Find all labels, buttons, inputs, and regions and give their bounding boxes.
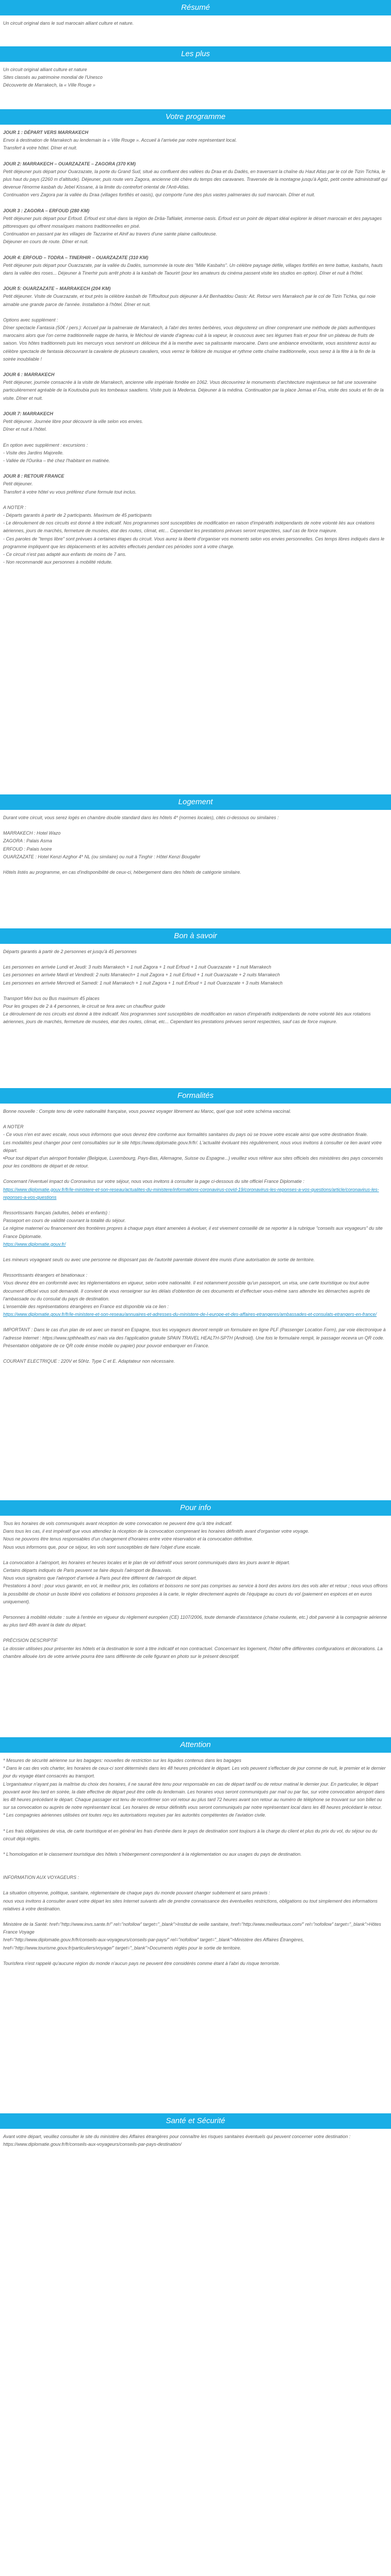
section-title: Pour info [0, 1500, 391, 1516]
section-body [0, 944, 391, 1088]
section-title: Les plus [0, 46, 391, 62]
blank-line [3, 1952, 388, 1960]
text-line: * Dans le cas des vols charter, les horaires de ceux-ci sont déterminés dans les 48 heures précédant le départ. Les vols peuvent s'effectuer de jour comme de nuit, le premier et le dernier jour du voyage étant consacrés au transport. [3, 1766, 386, 1779]
text-line: IMPORTANT : Dans le cas d'un plan de vol avec un transit en Espagne, tous les voyageurs devront remplir un formulaire en ligne PLF (Passenger Location Form), par voie électronique à l'adresse Internet : https://www.spthhealth.es/ mais via des l'application gratuite SPAIN TRAVEL HEALTH-SPTH (Android). Une fois le formulaire rempli, le passager recevra un QR code. Présentation obligatoire de ce QR code émise mobile ou papier) pour pouvoir embarquer en France. [3, 1327, 386, 1348]
text-line: Personnes à mobilité réduite : suite à l'entrée en vigueur du règlement européen (CE) 1107/2006, toute demande d'assistance (chaise roulante, etc.) doit parvenir à la compagnie aérienne au plus tard 48h avant la date du départ. [3, 1615, 387, 1628]
text-line: - Ce vous n'en est avec escale, nous vous informons que vous devrez être conforme aux formalités sanitaires du pays où se trouve votre escale ainsi que votre destination finale. [3, 1132, 368, 1138]
section-title: Santé et Sécurité [0, 2113, 391, 2129]
text-line: JOUR 8 : RETOUR FRANCE [3, 473, 64, 479]
blank-line [3, 1629, 388, 1637]
blank-line [3, 956, 388, 963]
text-line: Passeport en cours de validité couvrant la totalité du séjour. [3, 1218, 126, 1224]
blank-line [3, 861, 388, 869]
text-line: INFORMATION AUX VOYAGEURS : [3, 1875, 79, 1880]
text-line: Tous les horaires de vols communiqués avant réception de votre convocation ne peuvent être qu'à titre indicatif. [3, 1521, 233, 1526]
text-line: Avant votre départ, veuillez consulter le site du ministère des Affaires étrangères pour connaître les risques sanitaires éventuels qui peuvent concerner votre destination : https://www.diplomatie.gouv.fr/fr/conseils-aux-voyageurs/conseils-par-pays-destination/ [3, 2134, 351, 2147]
text-line: Petit déjeuner. Visite de Ouarzazate, et tout près la célèbre kasbah de Tiffoultout puis déjeuner à Ait Benhaddou Oasis: Ait. Retour vers Marrakech par le col de Tizin Tichka, qui noie aimable une grande parce de l'année. Installation à l'hôtel. Dîner et nuit. [3, 294, 376, 307]
text-line: Options avec supplément : [3, 317, 58, 323]
text-line: - Visite des Jardins Majorelle. [3, 450, 64, 455]
section-body [0, 1516, 391, 1737]
text-line: - Non recommandé aux personnes à mobilité réduite. [3, 560, 113, 565]
blank-line [3, 1866, 388, 1874]
blank-line [3, 363, 388, 371]
blank-line [3, 1170, 388, 1178]
external-link[interactable]: https://www.diplomatie.gouv.fr/ [3, 1241, 66, 1247]
section-body [0, 2129, 391, 2168]
text-line: La convocation à l'aéroport, les horaires et heures locales et le plan de vol définitif vous seront communiqués dans les jours avant le départ. [3, 1560, 290, 1565]
text-line: A NOTER : [3, 504, 26, 510]
blank-line [3, 402, 388, 410]
blank-line [3, 1882, 388, 1889]
section-body [0, 1753, 391, 2113]
blank-line [3, 1115, 388, 1123]
text-line: Concernant l'éventuel impact du Coronavirus sur votre séjour, nous vous invitons à consulter la page ci-dessous du site officiel France Diplomatie : [3, 1179, 305, 1184]
text-line: nous vous invitons à consulter avant votre départ les sites Internet suivants afin de prendre connaissance des éventuelles restrictions, obligations ou tout simplement des informations relatives à votre destination. [3, 1898, 378, 1911]
section-body [0, 810, 391, 928]
text-line: - Ces paroles de "temps libre" sont prévues à certaines étapes du circuit. Vous aurez la liberté d'organiser vos moments selon vos envies personnelles. Ces temps libres indiqués dans le programme impliquent que les déplacements et les activités effectués pendant ces périodes sont à votre charge. [3, 536, 385, 549]
section-logement [0, 794, 391, 928]
text-line: JOUR 4: ERFOUD – TODRA – TINERHIR – OUARZAZATE (310 KM) [3, 255, 149, 260]
text-line: - Ce circuit n'est pas adapté aux enfants de moins de 7 ans. [3, 551, 126, 557]
text-line: href="http://www.diplomatie.gouv.fr/fr/conseils-aux-voyageurs/conseils-par-pays/" rel="nofollow" target="_blank">Ministère des Affaires Étrangères, href="http://www.tourisme.gouv.fr/particuliers/voyage/" target="_blank">Documents réglés pour le sortie de territoire. [3, 1937, 304, 1951]
text-line: Dîner spectacle Fantasia (50€ / pers.): Accueil par la palmeraie de Marrakech, à l'abri des tentes berbères, vous dégusterez un dîner comprenant une méthode de plats authentiques marocains alors que l'on cerne traditionnelle nappe de harira, le Méchoui de viande d'agneau cuit à la vapeur, le couscous avec ses légumes frais et pour finir un plateau de fruits de saison. Vos hôtes traditionnels puis les mercurys vous serviront un délicieux thé à la menthe avec sa palissante marocaine. Dans une ambiance envoûtante, vous assisterez aussi au célèbre spectacle de fantasia découvrant la cavalerie de plusieurs cavaliers, vous verrez le folklore de musique et rythme cette chaîne traditionnelle, vous serez à la fête à la fin de la soirée inoubliable ! [3, 325, 377, 362]
section-title: Votre programme [0, 109, 391, 125]
text-line: * Mesures de sécurité aérienne sur les bagages: nouvelles de restriction sur les liquides contenus dans les bagages [3, 1758, 241, 1763]
text-line: En option avec supplément : excursions : [3, 442, 88, 448]
blank-line [3, 1913, 388, 1921]
text-line: Le régime maternel ou financement des frontières propres à chaque pays étant amenées à évoluer, il est vivement conseillé de se reporter à la rubrique "conseils aux voyageurs" du site France Diplomatie. [3, 1226, 383, 1239]
text-line: La situation citoyenne, politique, sanitaire, réglementaire de chaque pays du monde pouvant changer subitement et sans préavis : [3, 1890, 270, 1896]
text-line: Les modalités peut changer pour cent consultables sur le site https://www.diplomatie.gouv.fr/fr/. L'actualité évoluant très régulièrement, nous vous invitons à consulter ce lien avant votre départ. [3, 1140, 382, 1153]
text-line: JOUR 3 : ZAGORA – ERFOUD (280 KM) [3, 208, 90, 213]
text-line: ZAGORA : Palais Asma [3, 838, 52, 844]
section-title: Bon à savoir [0, 928, 391, 944]
section-sante [0, 2113, 391, 2168]
external-link[interactable]: https://www.diplomatie.gouv.fr/fr/le-ministere-et-son-reseau/annuaires-et-adresses-du-ministere-de-l-europe-et-des-affaires-etrangeres/ambassades-et-consulats-etrangers-en-france/ [3, 1312, 377, 1317]
text-line: Petit déjeuner. Journée libre pour découvrir la ville selon vos envies. [3, 419, 143, 425]
section-attention [0, 1737, 391, 2113]
section-title: Logement [0, 794, 391, 810]
text-line: Un circuit original alliant culture et nature [3, 67, 87, 72]
text-line: Dîner et nuit à l'hôtel. [3, 427, 47, 432]
text-line: Ressortissants étrangers et binationaux : [3, 1273, 88, 1278]
text-line: Ressortissants français (adultes, bébés et enfants) : [3, 1210, 110, 1216]
blank-line [3, 465, 388, 472]
text-line: Tourisfera n'est rappelé qu'aucune région du monde n'aucun pays ne peuvent être considérés comme étant à l'abri du risque terroriste. [3, 1960, 280, 1966]
blank-line [3, 1201, 388, 1209]
text-line: Le déroulement de nos circuits est donné à titre indicatif. Nos programmes sont susceptibles de modification en raison d'impératifs indépendants de notre volonté liés aux rotations aériennes, jours de marchés, fermeture de musées, état des routes, climat, etc... Cependant les prestations prévues seront respectées, sauf cas de force majeure. [3, 1011, 371, 1025]
section-title: Résumé [0, 0, 391, 15]
text-line: Envoi à destination de Marrakech au lendemain la « Ville Rouge ». Accueil à l'arrivée par notre représentant local. [3, 138, 237, 143]
blank-line [3, 246, 388, 254]
external-link[interactable]: https://www.diplomatie.gouv.fr/fr/le-ministere-et-son-reseau/actualites-du-ministere/informations-coronavirus-covid-19/coronavirus-les-reponses-a-vos-questions/article/coronavirus-les-reponses-a-vos-questions [3, 1187, 379, 1200]
text-line: •Pour tout départ d'un aéroport frontalier (Belgique, Luxembourg, Pays-Bas, Allemagne, Suisse ou Espagne...) veuillez vous référer aux sites officiels des ministères des pays concernés pour les conditions de départ et de retour. [3, 1156, 383, 1169]
section-resume [0, 0, 391, 46]
text-line: Durant votre circuit, vous serez logés en chambre double standard dans les hôtels 4* (normes locales), cités ci-dessous ou similaires : [3, 815, 279, 820]
text-line: Petit déjeuner. [3, 481, 33, 487]
text-line: * L'homologation et le classement touristique des hôtels s'hébergement correspondent à la réglementation ou aux usages du pays de destination. [3, 1852, 302, 1857]
text-line: Petit déjeuner, journée consacrée à la visite de Marrakech, ancienne ville impériale fondée en 1062. Vous découvrirez le monuments d'architecture majestueux se fait une souveraine particulièrement agréable de la Koutoubia puis les tombeaux saadiens. Visite puis la Medersa. Déjeuner à la médina. Continuation par la place Jemaa el Fna, visite des souks et fin de la visite. Dîner et nuit. [3, 380, 384, 401]
blank-line [3, 1551, 388, 1559]
section-programme [0, 109, 391, 794]
text-line: Les personnes en arrivée Lundi et Jeudi: 3 nuits Marrakech + 1 nuit Zagora + 1 nuit Erfoud + 1 nuit Ouarzazate + 1 nuit Marrakech [3, 964, 271, 970]
text-line: Petit déjeuner puis départ pour Ouarzazate, la porte du Grand Sud, situé au confluent des vallées du Draa et du Dadès, en traversant la chaîne du Haut Atlas par le col de Tizin Tichka, le plus haut du pays (2260 m d'altitude). Déjeuner, puis route vers Zagora, ancienne cité chère du temps des caravanes. Traversée de la montagne jusqu'à Agdz, petit centre administratif qui devenue l'énorme kasbah du Jebel Kissane, à la limite du contrefort oriental de l'Anti-Atlas. [3, 168, 387, 190]
text-line: Les personnes en arrivée Mardi et Vendredi: 2 nuits Marrakech+ 1 nuit Zagora + 1 nuit Erfoud + 1 nuit Ouarzazate + 2 nuits Marrakech [3, 972, 280, 978]
text-line: Nous ne pouvons être tenus responsables d'un changement d'horaires entre votre réservation et la convocation définitive. [3, 1536, 253, 1542]
text-line: Sites classés au patrimoine mondial de l'Unesco [3, 75, 103, 80]
blank-line [3, 199, 388, 207]
blank-line [3, 1820, 388, 1827]
text-line: PRÉCISION DESCRIPTIF [3, 1638, 58, 1643]
text-line: Prestations à bord : pour vous garantir, en vol, le meilleur prix, les collations et boissons ne sont pas comprises au service à bord des avions lors des vols aller et retour ; nous vous offrons la possibilité de choisir un buste libéré vos collations et boissons proposées à la carte, le règler directement auprès de l'équipage au cours du vol (paiement en espèces et en euros uniquement). [3, 1583, 388, 1604]
section-body [0, 1104, 391, 1500]
text-line: Les mineurs voyageant seuls ou avec une personne ne disposant pas de l'autorité parentale doivent être munis d'une autorisation de sortie de territoire. [3, 1257, 315, 1263]
text-line: - Le déroulement de nos circuits est donné à titre indicatif. Nos programmes sont susceptibles de modification en raison d'impératifs indépendants de notre volonté liés aux créations aériennes, jours de marchés, fermeture de musées, état des routes, climat, etc... Cependant les prestations prévues seront respectées, sauf cas de force majeure. [3, 520, 375, 534]
section-plus [0, 46, 391, 109]
text-line: JOUR 5: OUARZAZATE – MARRAKECH (204 KM) [3, 286, 111, 292]
text-line: Découverte de Marrakech, la « Ville Rouge » [3, 82, 95, 88]
text-line: Ministère de la Santé: href="http://www.invs.sante.fr/" rel="nofollow" target="_blank">Institut de veille sanitaire, href="http://www.meilleurtaux.com/" rel="nofollow" target="_blank">Hôtes France Voyage [3, 1922, 381, 1935]
section-pour-info [0, 1500, 391, 1737]
text-line: Continuation vers Zagora par la vallée du Draa (villages fortifiés et oasis), qui comporte l'une des plus vastes palmeraies du sud marocain. Dîner et nuit. [3, 192, 316, 198]
text-line: Nous vous signalons que l'aéroport d'arrivée à Paris peut être différent de l'aéroport de départ. [3, 1575, 197, 1581]
text-line: COURANT ELECTRIQUE : 220V et 50Hz. Type C et E. Adaptateur non nécessaire. [3, 1359, 175, 1364]
blank-line [3, 434, 388, 442]
text-line: L'organisateur n'ayant pas la maîtrise du choix des horaires, il ne saurait être tenu pour responsable en cas de départ tardif ou de retour matinal le dernier jour. En particulier, le départ pouvant avoir lieu tard en soirée, la date effective de départ peut être celle du lendemain. Les horaires vous seront communiqués par mail ou par fax, sur votre convocation aéroport dans les 48 heures précédant le départ. Chaque passager est tenu de reconfirmer son vol retour au plus tard 72 heures avant son retour au numéro de téléphone se trouvant sur son billet ou sur sa convocation ou auprès de notre représentant local. Les horaires de retour définitifs vous seront communiqués par notre représentant local dans les 48 heures précédant le retour. [3, 1781, 385, 1810]
text-line: * Les compagnies aériennes utilisées ont toutes reçu les autorisations requises par les autorités compétentes de l'aviation civile. [3, 1812, 266, 1818]
text-line: Dans tous les cas, il est impératif que vous attendiez la réception de la convocation comprenant les horaires définitifs avant d'organiser votre voyage. [3, 1529, 309, 1534]
text-line: Un circuit original dans le sud marocain alliant culture et nature. [3, 21, 134, 26]
text-line: MARRAKECH : Hotel Wazo [3, 831, 61, 836]
blank-line [3, 1606, 388, 1614]
blank-line [3, 277, 388, 285]
text-line: JOUR 6 : MARRAKECH [3, 372, 55, 378]
text-line: Le dossier utilisées pour présenter les hôtels et la destination le sont à titre indicatif et non contractuel. Concernant les logement, l'hôtel offre différentes configurations et décorations. La chambre allouée lors de votre arrivée pourra être sans différente de celle figurant en photo sur le présent descriptif. [3, 1646, 383, 1659]
text-line: JOUR 1 : DÉPART VERS MARRAKECH [3, 130, 89, 135]
text-line: - Vallée de l'Ourika – thé chez l'habitant en matinée. [3, 457, 110, 463]
text-line: * Les frais obligatoires de visa, de carte touristique et en général les frais d'entrée dans le pays de destination sont toujours à la charge du client et plus du prix du vol, du séjour ou du circuit déjà réglés. [3, 1828, 378, 1841]
text-line: A NOTER [3, 1124, 24, 1130]
text-line: Continuation en passant par les villages de Tazzarine et Alnif au travers d'une sainte plaine caillouteuse. [3, 231, 217, 237]
section-body [0, 125, 391, 794]
text-line: Pour les groupes de 2 à 4 personnes, le circuit se fera avec un chauffeur guide [3, 1004, 166, 1009]
blank-line [3, 496, 388, 504]
section-body [0, 15, 391, 46]
text-line: Petit déjeuner puis départ pour Ouarzazate, par la vallée du Dadès, surnommée la route des "Mille Kasbahs". Un célèbre paysage défile, villages fortifiés en terre battue, kasbahs, hauts dans la vallée des roses... Déjeuner à Tinerhir puis arrêt photo à la kasbah de Taourirt (pour les amateurs du cinéma passent visite les studios en option). Dîner et nuit à l'hôtel. [3, 262, 383, 276]
text-line: Nous vous informons que, pour ce séjour, les vols sont susceptibles de faire l'objet d'une escale. [3, 1544, 201, 1550]
text-line: Vous devrez être en conformité avec les réglementations en vigueur, selon votre nationalité. Il est notamment possible qu'un passeport, un visa, une carte touristique ou tout autre document officiel vous soit demandé. Il convient de vous renseigner sur les délais d'obtention de ces documents et d'effectuer vous-même sans attendre les démarches auprès de l'ambassade ou du consulat du pays de destination. [3, 1280, 370, 1301]
text-line: Déjeuner en cours de route. Dîner et nuit. [3, 239, 89, 245]
blank-line [3, 1858, 388, 1866]
blank-line [3, 152, 388, 160]
text-line: ERFOUD : Palais Ivoire [3, 846, 52, 852]
section-formalites [0, 1088, 391, 1500]
text-line: JOUR 7: MARRAKECH [3, 411, 54, 416]
text-line: OUARZAZATE : Hotel Kenzi Azghor 4* NL (ou similaire) ou nuit à Tinghir : Hôtel Kenzi Bougafer [3, 854, 201, 859]
text-line: Hôtels listés au programme, en cas d'indisponibilité de ceux-ci, hébergement dans des hôtels de catégorie similaire. [3, 870, 241, 875]
text-line: Les personnes en arrivée Mercredi et Samedi: 1 nuit Marrakech + 1 nuit Zagora + 1 nuit Erfoud + 1 nuit Ouarzazate + 3 nuits Marrakech [3, 980, 283, 986]
text-line: JOUR 2: MARRAKECH – OUARZAZATE – ZAGORA (370 KM) [3, 161, 136, 166]
text-line: Transfert à votre hôtel vu vous préférez d'une formule tout inclus. [3, 489, 137, 495]
blank-line [3, 987, 388, 995]
text-line: Transfert à votre hôtel. Dîner et nuit. [3, 145, 77, 151]
blank-line [3, 1350, 388, 1358]
text-line: Petit déjeuner puis départ pour Erfoud. Erfoud est situé dans la région de Drâa-Tafilalet, immense oasis. Erfoud est un point de départ idéal explorer le désert marocain et des paysages pittoresques qui offrent mosaïques maisons traditionnelles en pisé. [3, 215, 382, 229]
text-line: L'ensemble des représentations étrangères en France est disponible via ce lien : [3, 1304, 169, 1310]
text-line: Certains départs indiqués de Paris peuvent se faire depuis l'aéroport de Beauvais. [3, 1568, 172, 1573]
text-line: Transport Mini bus ou Bus maximum 45 places [3, 995, 100, 1001]
section-title: Formalités [0, 1088, 391, 1104]
blank-line [3, 822, 388, 829]
blank-line [3, 309, 388, 316]
blank-line [3, 1318, 388, 1326]
blank-line [3, 1248, 388, 1256]
section-title: Attention [0, 1737, 391, 1753]
blank-line [3, 1843, 388, 1851]
text-line: Départs garantis à partir de 2 personnes et jusqu'à 45 personnes [3, 949, 137, 954]
text-line: - Départs garantis à partir de 2 participants. Maximum de 45 participants [3, 512, 152, 518]
section-bon-savoir [0, 928, 391, 1088]
blank-line [3, 1264, 388, 1272]
section-body [0, 62, 391, 109]
text-line: Bonne nouvelle : Compte tenu de votre nationalité française, vous pouvez voyager librement au Maroc, quel que soit votre schéma vaccinal. [3, 1109, 291, 1114]
